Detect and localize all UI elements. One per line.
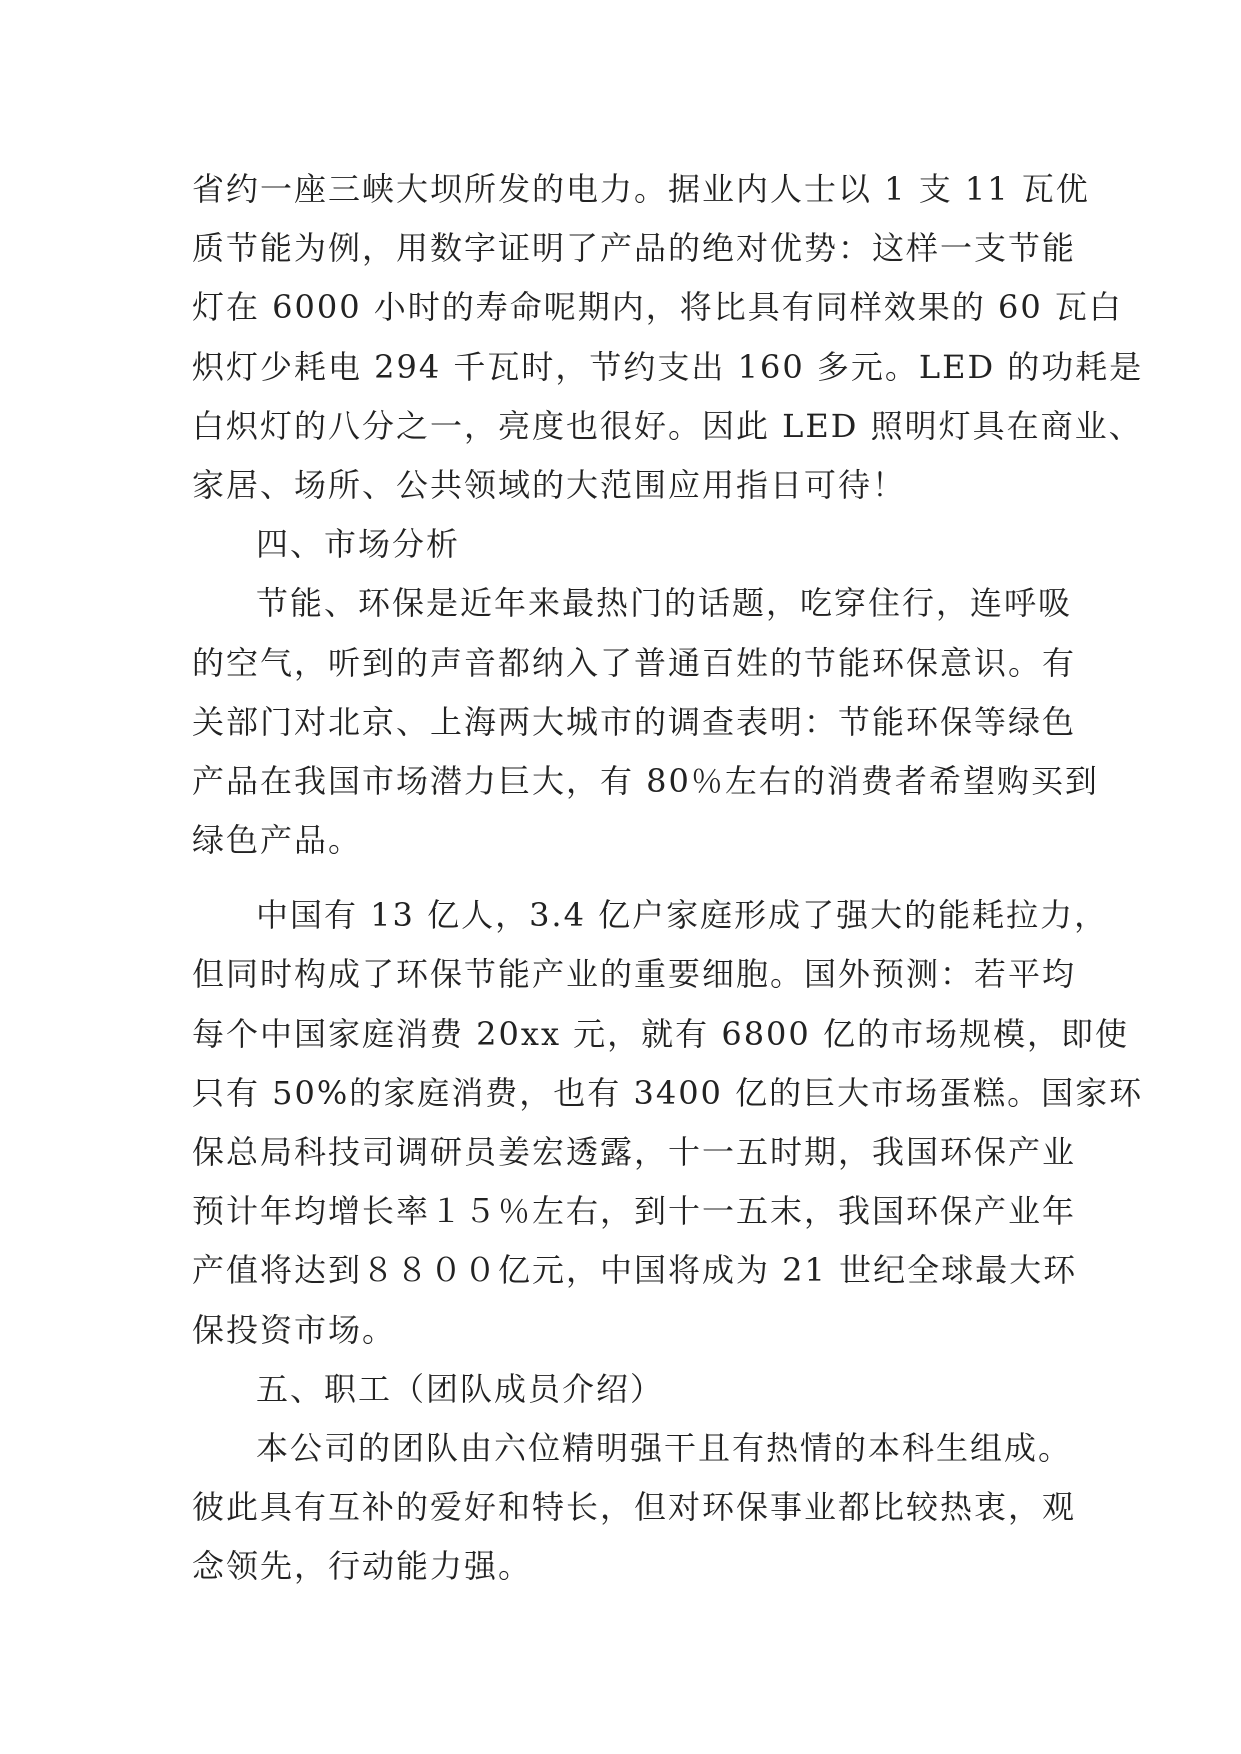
text-line: 质节能为例，用数字证明了产品的绝对优势：这样一支节能 <box>192 229 1077 268</box>
text-line: 省约一座三峡大坝所发的电力。据业内人士以 1 支 11 瓦优 <box>192 170 1090 208</box>
text-line: 预计年均增长率１５％左右，到十一五末，我国环保产业年 <box>192 1192 1077 1231</box>
text-line: 产值将达到８８００亿元，中国将成为 21 世纪全球最大环 <box>192 1251 1078 1290</box>
text-line: 白炽灯的八分之一，亮度也很好。因此 LED 照明灯具在商业、 <box>192 406 1143 445</box>
text-line: 关部门对北京、上海两大城市的调查表明：节能环保等绿色 <box>192 702 1077 741</box>
paragraph-gap <box>192 870 1064 886</box>
text-line: 家居、场所、公共领域的大范围应用指日可待！ <box>192 465 907 504</box>
text-line: 绿色产品。 <box>192 821 363 860</box>
text-line: 中国有 13 亿人，3.4 亿户家庭形成了强大的能耗拉力， <box>256 896 1109 935</box>
section-heading-market-analysis: 四、市场分析 <box>256 525 461 564</box>
text-line: 灯在 6000 小时的寿命呢期内，将比具有同样效果的 60 瓦白 <box>192 288 1123 327</box>
text-line: 炽灯少耗电 294 千瓦时，节约支出 160 多元。LED 的功耗是 <box>192 347 1144 386</box>
text-line: 保总局科技司调研员姜宏透露，十一五时期，我国环保产业 <box>192 1133 1077 1171</box>
text-line: 只有 50%的家庭消费，也有 3400 亿的巨大市场蛋糕。国家环 <box>192 1073 1144 1112</box>
section-heading-staff: 五、职工（团队成员介绍） <box>256 1369 665 1408</box>
text-line: 但同时构成了环保节能产业的重要细胞。国外预测：若平均 <box>192 955 1077 994</box>
text-line: 本公司的团队由六位精明强干且有热情的本科生组成。 <box>256 1428 1073 1467</box>
body-text <box>192 160 1144 1597</box>
text-line: 保投资市场。 <box>192 1310 397 1349</box>
text-line: 彼此具有互补的爱好和特长，但对环保事业都比较热衷，观 <box>192 1488 1077 1527</box>
text-line: 每个中国家庭消费 20xx 元，就有 6800 亿的市场规模，即使 <box>192 1014 1129 1053</box>
text-line: 的空气，听到的声音都纳入了普通百姓的节能环保意识。有 <box>192 643 1077 682</box>
text-line: 念领先，行动能力强。 <box>192 1547 533 1586</box>
text-line: 产品在我国市场潜力巨大，有 80％左右的消费者希望购买到 <box>192 761 1099 800</box>
text-line: 节能、环保是近年来最热门的话题，吃穿住行，连呼吸 <box>256 584 1073 623</box>
